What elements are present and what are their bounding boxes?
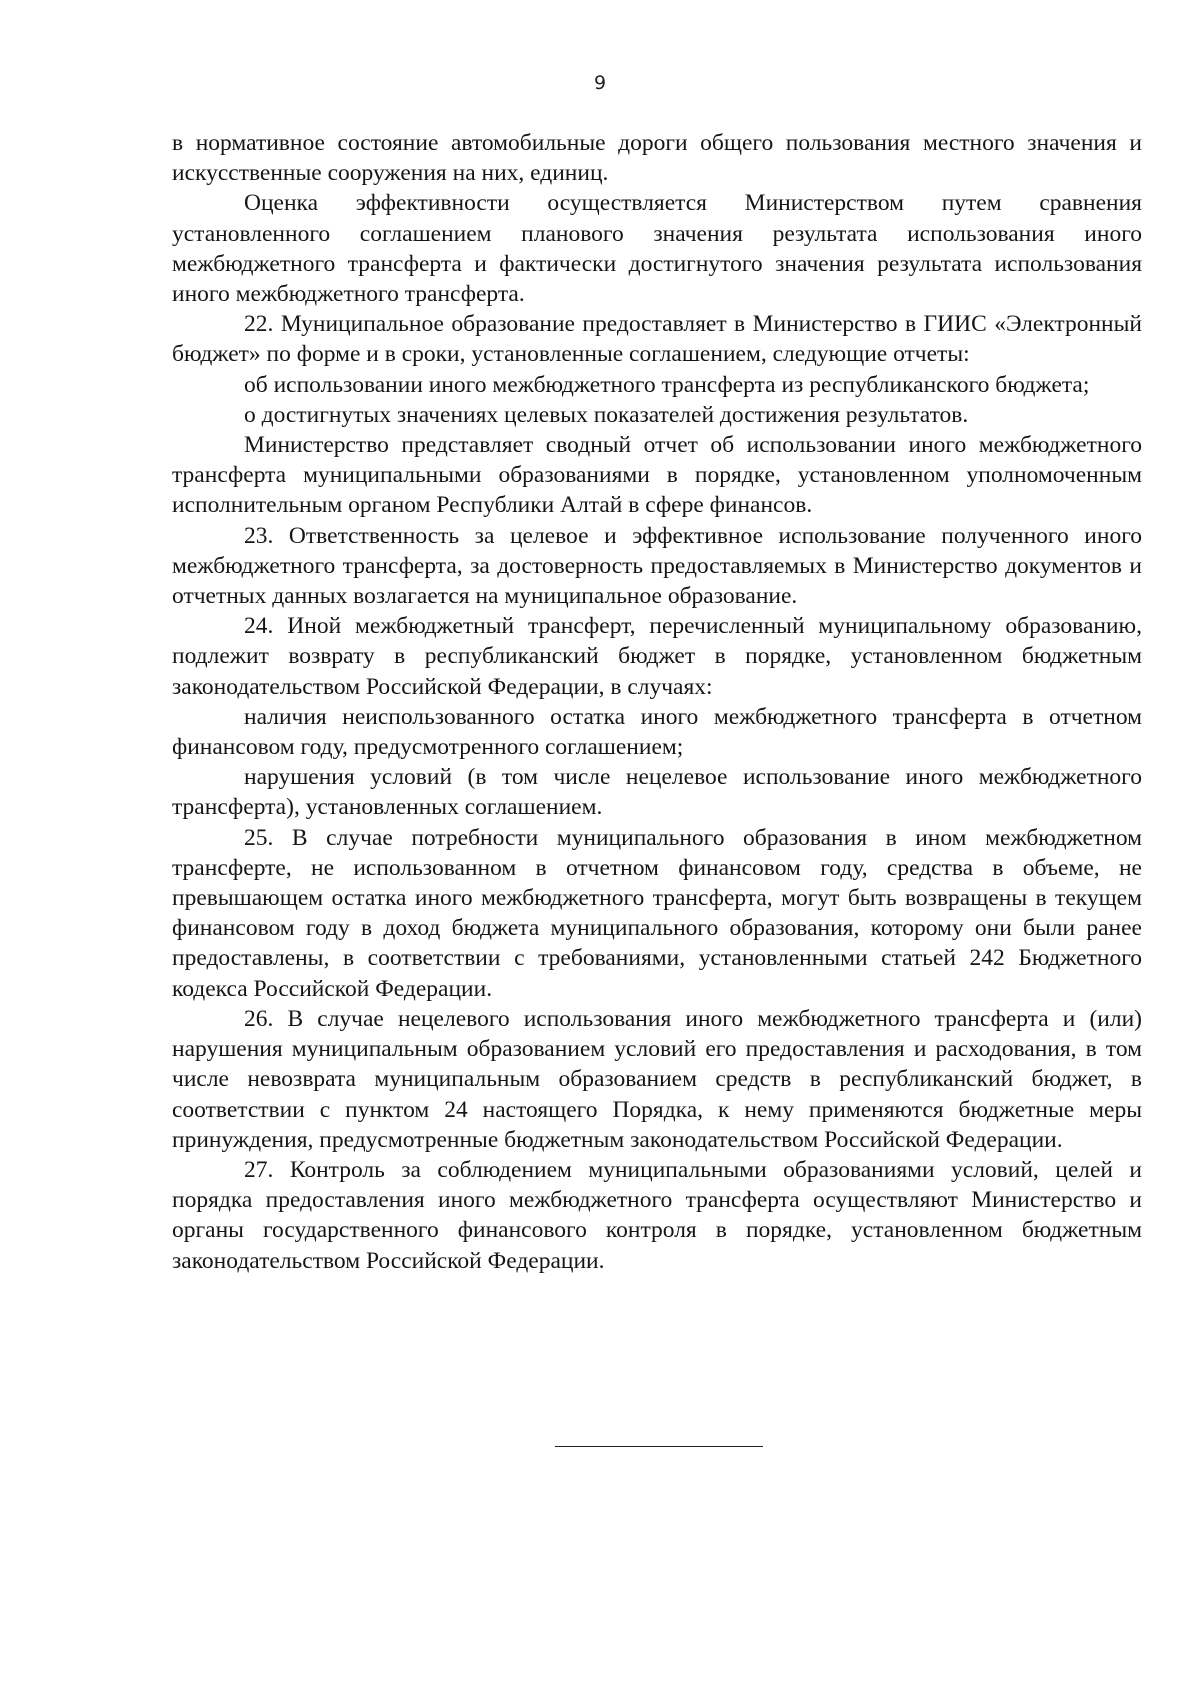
paragraph-efficiency-assessment: Оценка эффективности осуществляется Министерством путем сравнения установленного соглашением планового значения результата использования иного межбюджетного трансферта и фактически достигнутого значения результата использования иного межбюджетного трансферта. (172, 190, 1142, 308)
paragraph-22-report-usage: об использовании иного межбюджетного трансферта из республиканского бюджета; (244, 371, 1090, 398)
paragraph-23: 23. Ответственность за целевое и эффективное использование полученного иного межбюджетного трансферта, за достоверность предоставляемых в Министерство документов и отчетных данных возлагается на муниципальное образование. (172, 522, 1142, 610)
paragraph-24-case-violation: нарушения условий (в том числе нецелевое использование иного межбюджетного трансферта), установленных соглашением. (172, 764, 1142, 821)
paragraph-22: 22. Муниципальное образование предоставляет в Министерство в ГИИС «Электронный бюджет» по форме и в сроки, установленные соглашением, следующие отчеты: (172, 311, 1142, 368)
end-of-document-rule (555, 1446, 763, 1447)
paragraph-27: 27. Контроль за соблюдением муниципальными образованиями условий, целей и порядка предоставления иного межбюджетного трансферта осуществляют Министерство и органы государственного финансового контроля в порядке, установленном бюджетным законодательством Российской Федерации. (172, 1156, 1142, 1274)
paragraph-22-report-targets: о достигнутых значениях целевых показателей достижения результатов. (244, 401, 969, 428)
paragraph-continuation: в нормативное состояние автомобильные дороги общего пользования местного значения и искусственные сооружения на них, единиц. (172, 130, 1142, 187)
paragraph-24-case-unused-balance: наличия неиспользованного остатка иного межбюджетного трансферта в отчетном финансовом году, предусмотренного соглашением; (172, 703, 1142, 761)
paragraph-22-summary-report: Министерство представляет сводный отчет об использовании иного межбюджетного трансферта муниципальными образованиями в порядке, установленном уполномоченным исполнительным органом Республики Алтай в сфере финансов. (172, 432, 1142, 519)
paragraph-24: 24. Иной межбюджетный трансферт, перечисленный муниципальному образованию, подлежит возврату в республиканский бюджет в порядке, установленном бюджетным законодательством Российской Федерации, в случаях: (172, 613, 1142, 700)
paragraph-25: 25. В случае потребности муниципального образования в ином межбюджетном трансферте, не использованном в отчетном финансовом году, средства в объеме, не превышающем остатка иного межбюджетного трансферта, могут быть возвращены в текущем финансовом году в доход бюджета муниципального образования, которому они были ранее предоставлены, в соответствии с требованиями, установленными статьей 242 Бюджетного кодекса Российской Федерации. (172, 824, 1142, 1002)
paragraph-26: 26. В случае нецелевого использования иного межбюджетного трансферта и (или) нарушения муниципальным образованием условий его предоставления и расходования, в том числе невозврата муниципальным образованием средств в республиканский бюджет, в соответствии с пунктом 24 настоящего Порядка, к нему применяются бюджетные меры принуждения, предусмотренные бюджетным законодательством Российской Федерации. (172, 1005, 1142, 1153)
page-number: 9 (593, 72, 607, 94)
document-body (172, 128, 1142, 1276)
